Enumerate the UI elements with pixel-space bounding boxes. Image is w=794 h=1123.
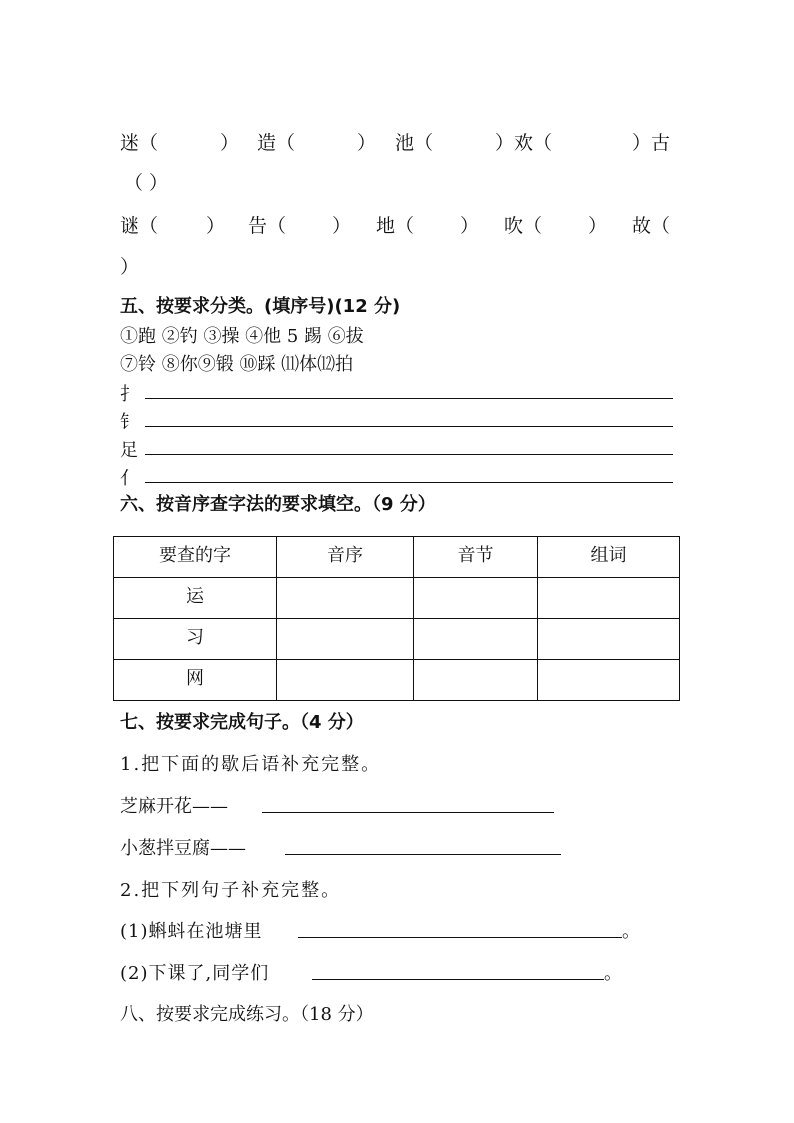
section7-title: 七、按要求完成句子。（4 分） <box>120 712 364 733</box>
q1-instruction: 1.把下面的歇后语补充完整。 <box>120 754 382 775</box>
category-zu: 足 <box>120 440 138 461</box>
word-row-1 <box>120 128 680 152</box>
table-row <box>114 619 680 660</box>
word-gu: ）古 <box>632 132 671 154</box>
header-zuci: 组词 <box>538 537 680 578</box>
answer-cell[interactable] <box>538 578 680 619</box>
blank-close: ） <box>357 132 377 154</box>
chars-line-1: ①跑 ②钓 ③操 ④他 5 踢 ⑥拔 <box>120 326 364 347</box>
table-row <box>114 660 680 701</box>
table-row <box>114 578 680 619</box>
header-yinxu: 音序 <box>277 537 414 578</box>
word-row-2-wrap: ） <box>120 256 140 278</box>
category-shou: 扌 <box>120 384 138 405</box>
answer-cell[interactable] <box>414 619 538 660</box>
header-char: 要查的字 <box>114 537 277 578</box>
word-gu2: 故（ <box>632 215 671 237</box>
q2a-text: (1)蝌蚪在池塘里 <box>120 921 263 942</box>
word-chi: 池（ <box>395 132 434 154</box>
answer-cell[interactable] <box>277 619 414 660</box>
answer-cell[interactable] <box>538 660 680 701</box>
word-di: 地（ <box>376 215 415 237</box>
row-char: 习 <box>114 619 277 660</box>
yinxu-table <box>113 536 680 701</box>
category-jin: 钅 <box>120 412 138 433</box>
answer-line[interactable] <box>145 482 673 483</box>
word-gao: 告（ <box>248 215 287 237</box>
q1b-text: 小葱拌豆腐—— <box>120 838 246 859</box>
word-mi: 迷（ <box>120 132 159 154</box>
answer-line[interactable] <box>298 937 622 938</box>
row-char: 运 <box>114 578 277 619</box>
q2b-end: 。 <box>604 963 622 984</box>
q2-instruction: 2.把下列句子补充完整。 <box>120 880 342 901</box>
answer-line[interactable] <box>145 454 673 455</box>
row-char: 网 <box>114 660 277 701</box>
blank-close: ） <box>588 215 608 237</box>
section5-title: 五、按要求分类。(填序号)(12 分) <box>120 296 401 317</box>
blank-close: ） <box>220 132 240 154</box>
q2a-end: 。 <box>622 921 640 942</box>
answer-cell[interactable] <box>277 660 414 701</box>
answer-line[interactable] <box>285 854 561 855</box>
word-row-1-wrap: （ ） <box>124 172 169 194</box>
blank-close: ） <box>460 215 480 237</box>
category-ren: 亻 <box>120 468 138 489</box>
answer-line[interactable] <box>262 812 554 813</box>
answer-cell[interactable] <box>277 578 414 619</box>
q1a-text: 芝麻开花—— <box>120 796 228 817</box>
header-yinjie: 音节 <box>414 537 538 578</box>
word-mi2: 谜（ <box>120 215 159 237</box>
answer-line[interactable] <box>145 426 673 427</box>
table-header-row <box>114 537 680 578</box>
word-row-2 <box>120 211 680 235</box>
word-huan: ）欢（ <box>495 132 553 154</box>
blank-close: ） <box>206 215 226 237</box>
blank-close: ） <box>332 215 352 237</box>
word-chui: 吹（ <box>504 215 543 237</box>
section6-title: 六、按音序查字法的要求填空。（9 分） <box>120 494 436 515</box>
answer-cell[interactable] <box>414 660 538 701</box>
chars-line-2: ⑦铃 ⑧你⑨锻 ⑩踩 ⑾体⑿拍 <box>120 354 354 375</box>
answer-line[interactable] <box>312 979 604 980</box>
answer-cell[interactable] <box>538 619 680 660</box>
word-zao: 造（ <box>257 132 296 154</box>
answer-cell[interactable] <box>414 578 538 619</box>
section8-title: 八、按要求完成练习。（18 分） <box>120 1004 374 1025</box>
q2b-text: (2)下课了,同学们 <box>120 963 270 984</box>
answer-line[interactable] <box>145 398 673 399</box>
